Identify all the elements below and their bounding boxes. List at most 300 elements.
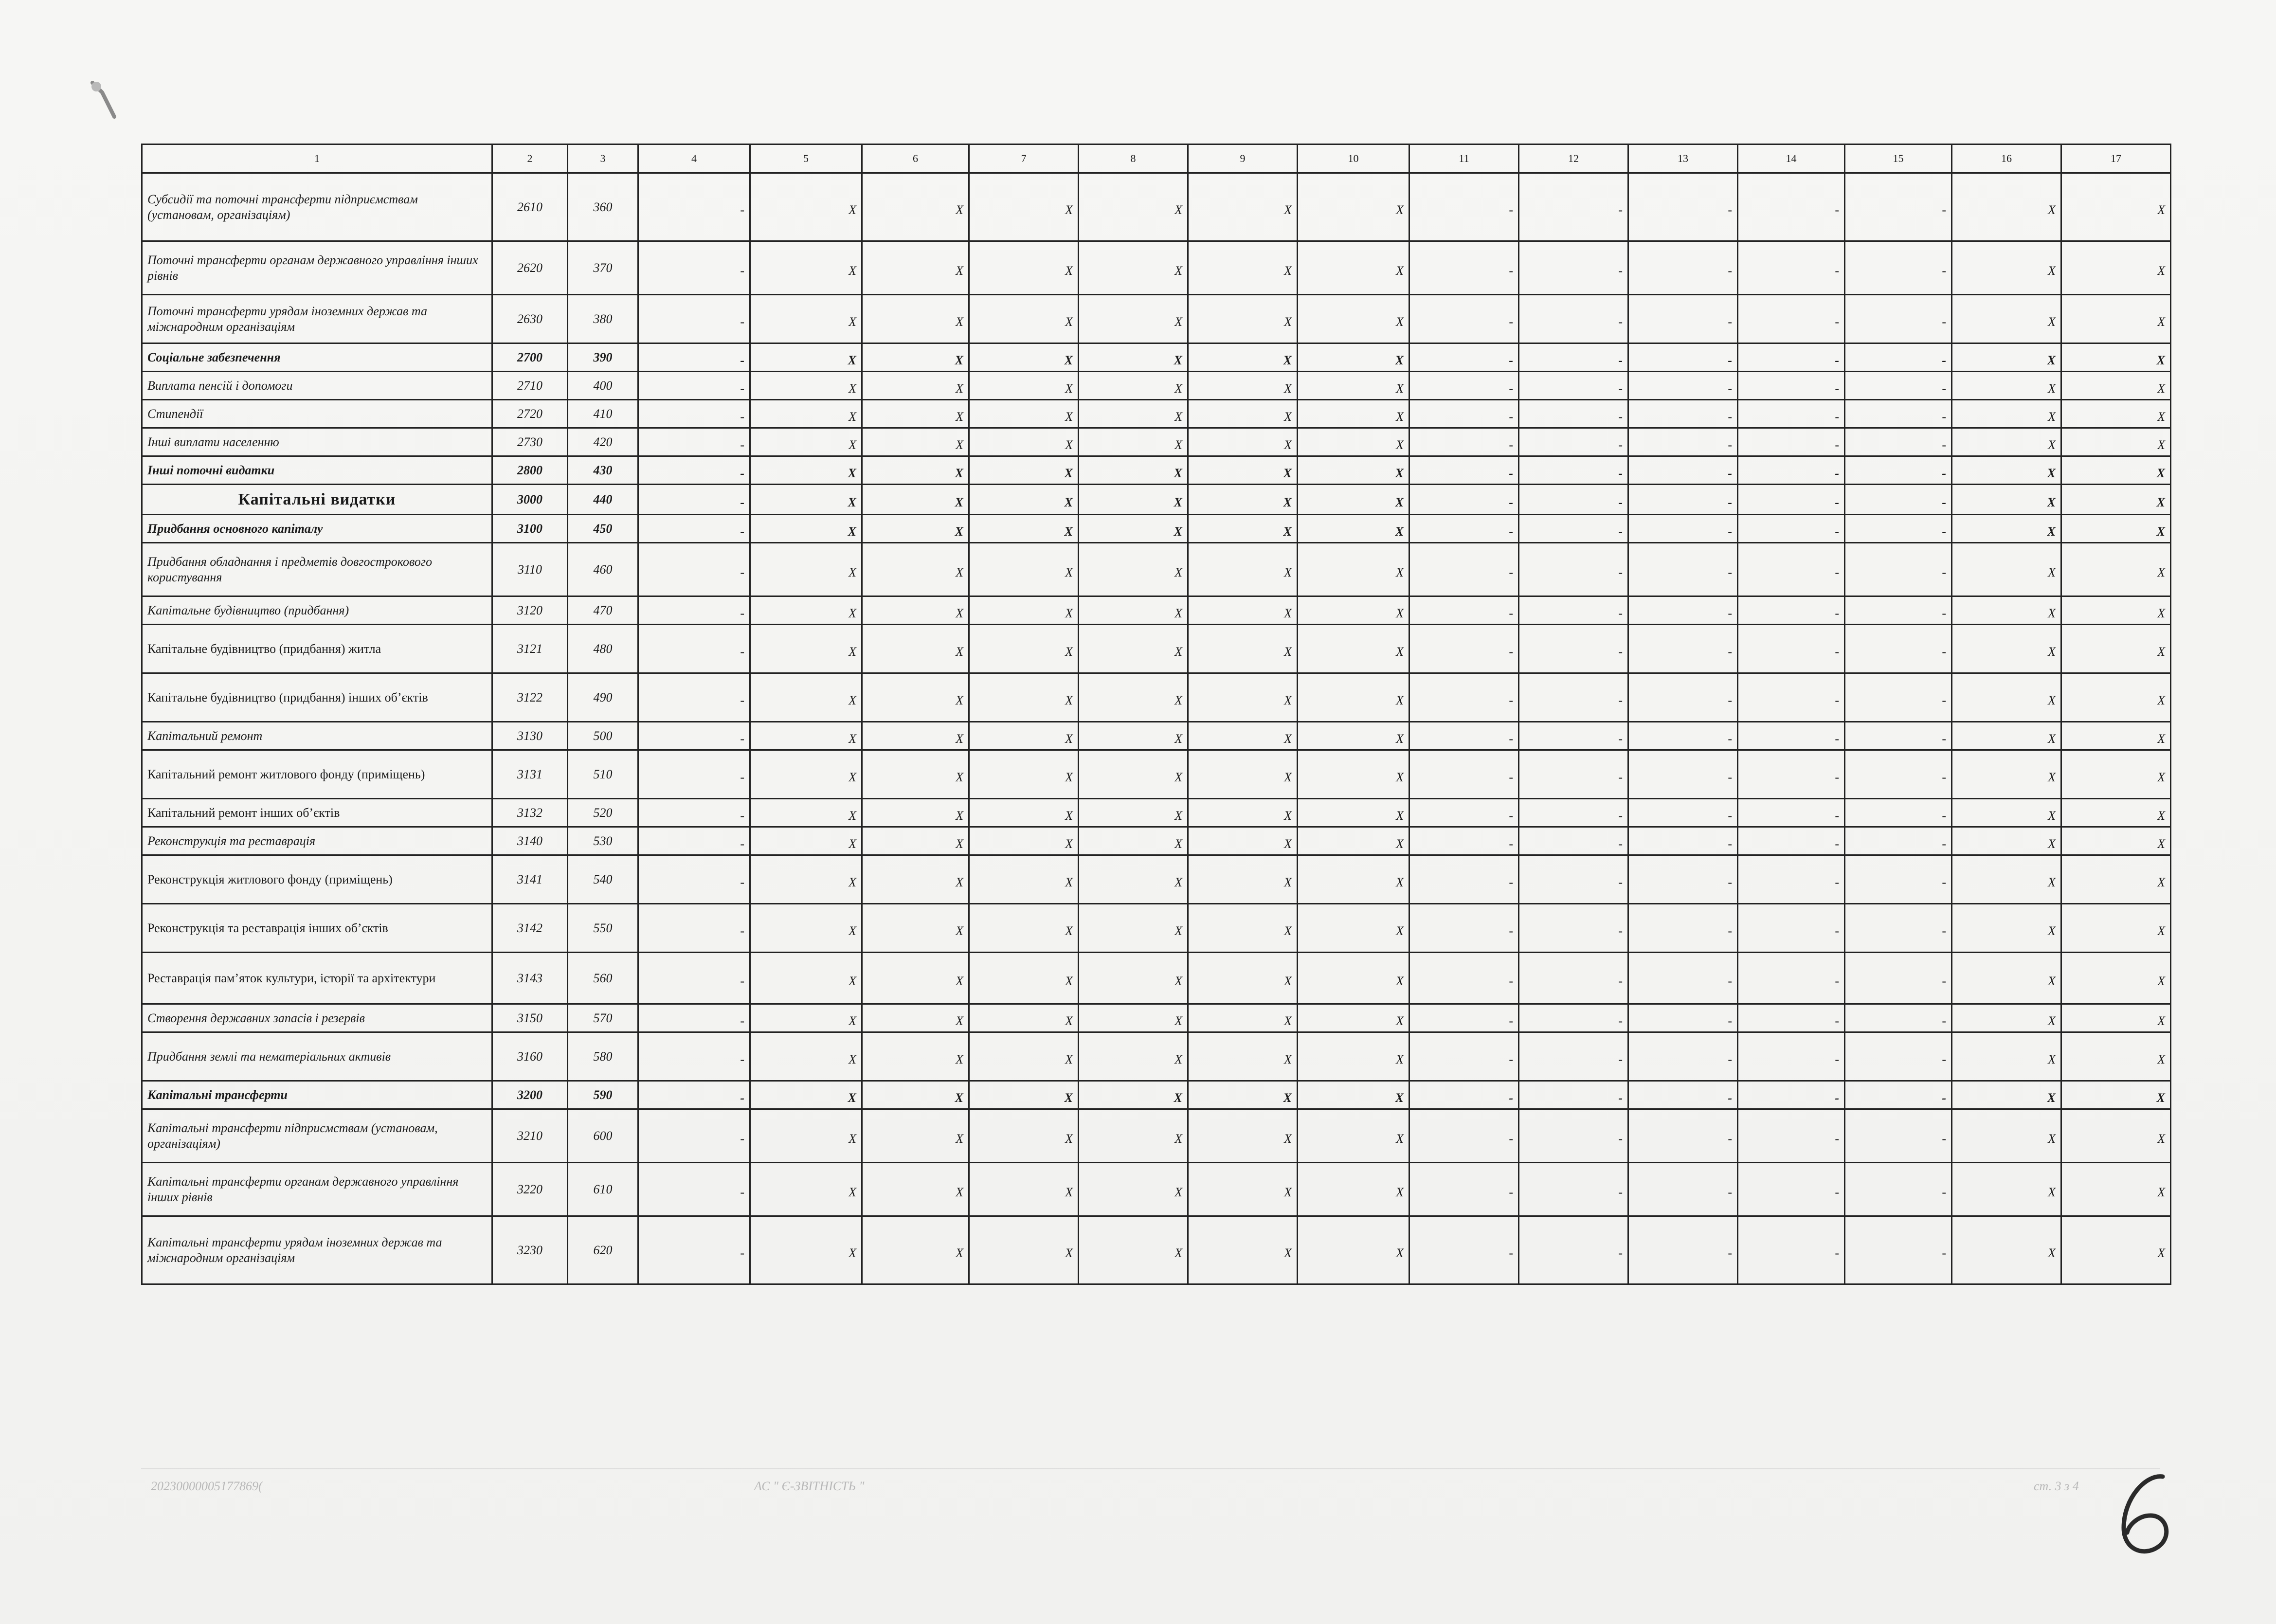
cell-value: - (1942, 314, 1946, 329)
cell-col-9 (1188, 1004, 1298, 1032)
cell-col-15 (1845, 1032, 1952, 1081)
cell-col-12 (1519, 673, 1628, 722)
cell-col-15 (1845, 1109, 1952, 1163)
cell-value: X (956, 263, 963, 278)
cell-col-15 (1845, 596, 1952, 625)
cell-col-14 (1738, 855, 1845, 904)
cell-col-17 (2061, 722, 2171, 750)
cell-col-12 (1519, 543, 1628, 596)
cell-value: - (1509, 606, 1513, 620)
footer-page-number: ст. 3 з 4 (2034, 1479, 2079, 1493)
cell-col-17 (2061, 855, 2171, 904)
cell-value: X (1065, 731, 1073, 746)
kekv-code: 3132 (492, 799, 568, 827)
cell-col-7 (969, 799, 1079, 827)
row-name: Капітальні трансферти (142, 1081, 492, 1109)
cell-value: X (2048, 731, 2056, 746)
cell-value: X (2048, 808, 2056, 823)
cell-value: - (740, 606, 744, 620)
kekv-code: 2800 (492, 456, 568, 485)
cell-col-7 (969, 400, 1079, 428)
table-row (142, 855, 2171, 904)
cell-value: - (1618, 466, 1623, 480)
cell-value: X (1174, 314, 1182, 329)
kekv-code: 2630 (492, 295, 568, 343)
cell-value: - (1942, 524, 1946, 539)
cell-value: X (2157, 202, 2165, 217)
cell-col-15 (1845, 515, 1952, 543)
cell-col-14 (1738, 1216, 1845, 1284)
cell-value: X (2156, 466, 2165, 480)
cell-col-10 (1298, 596, 1409, 625)
table-row (142, 456, 2171, 485)
cell-col-12 (1519, 722, 1628, 750)
cell-value: - (1942, 1245, 1946, 1260)
cell-col-13 (1628, 953, 1738, 1004)
cell-col-10 (1298, 343, 1409, 372)
cell-value: X (849, 1052, 856, 1066)
cell-value: - (1728, 1185, 1732, 1199)
cell-col-5 (750, 855, 862, 904)
cell-value: X (848, 1090, 856, 1105)
cell-value: X (2157, 1245, 2165, 1260)
cell-col-8 (1079, 400, 1188, 428)
cell-col-14 (1738, 722, 1845, 750)
cell-col-11 (1409, 799, 1519, 827)
cell-col-9 (1188, 456, 1298, 485)
cell-value: - (1835, 1013, 1839, 1028)
row-name: Поточні трансферти органам державного управління інших рівнів (142, 241, 492, 295)
cell-value: X (848, 524, 856, 539)
cell-value: - (1509, 974, 1513, 988)
cell-col-15 (1845, 953, 1952, 1004)
cell-value: - (1942, 409, 1946, 424)
table-row (142, 295, 2171, 343)
cell-col-6 (862, 295, 969, 343)
cell-col-16 (1952, 1081, 2061, 1109)
cell-col-16 (1952, 372, 2061, 400)
cell-col-4 (638, 953, 750, 1004)
cell-col-5 (750, 722, 862, 750)
cell-value: X (2048, 644, 2056, 659)
row-name: Придбання землі та нематеріальних активів (142, 1032, 492, 1081)
cell-value: X (1065, 263, 1073, 278)
cell-col-9 (1188, 1109, 1298, 1163)
cell-value: X (1174, 644, 1182, 659)
cell-value: X (1396, 606, 1404, 620)
cell-value: - (1728, 606, 1732, 620)
cell-col-11 (1409, 904, 1519, 953)
cell-value: - (1618, 565, 1623, 579)
cell-col-8 (1079, 827, 1188, 855)
cell-col-13 (1628, 372, 1738, 400)
table-row (142, 722, 2171, 750)
cell-value: X (956, 1245, 963, 1260)
cell-col-17 (2061, 485, 2171, 515)
kekv-code: 3141 (492, 855, 568, 904)
cell-col-13 (1628, 673, 1738, 722)
cell-value: - (1728, 770, 1732, 784)
cell-col-4 (638, 343, 750, 372)
cell-value: X (849, 644, 856, 659)
table-row (142, 827, 2171, 855)
cell-value: - (1618, 1185, 1623, 1199)
cell-value: - (1942, 1013, 1946, 1028)
cell-col-13 (1628, 343, 1738, 372)
cell-value: X (1065, 606, 1073, 620)
cell-col-12 (1519, 1032, 1628, 1081)
cell-value: X (2048, 1013, 2056, 1028)
cell-col-13 (1628, 827, 1738, 855)
row-name: Субсидії та поточні трансферти підприємствам (установам, організаціям) (142, 173, 492, 241)
cell-value: X (956, 731, 963, 746)
cell-col-14 (1738, 485, 1845, 515)
cell-value: X (956, 437, 963, 452)
table-row (142, 515, 2171, 543)
cell-col-11 (1409, 596, 1519, 625)
kekv-code: 2720 (492, 400, 568, 428)
cell-value: X (849, 437, 856, 452)
row-code: 590 (568, 1081, 638, 1109)
cell-value: - (1728, 808, 1732, 823)
cell-value: - (1509, 1090, 1513, 1105)
cell-col-6 (862, 372, 969, 400)
cell-col-9 (1188, 673, 1298, 722)
cell-col-6 (862, 855, 969, 904)
cell-value: X (1065, 770, 1073, 784)
cell-value: X (1174, 202, 1182, 217)
cell-col-16 (1952, 343, 2061, 372)
cell-col-16 (1952, 625, 2061, 673)
row-code: 470 (568, 596, 638, 625)
cell-value: X (2157, 731, 2165, 746)
cell-col-15 (1845, 855, 1952, 904)
cell-col-17 (2061, 1004, 2171, 1032)
cell-value: X (1284, 974, 1292, 988)
cell-value: - (1618, 353, 1623, 367)
cell-col-17 (2061, 953, 2171, 1004)
cell-value: X (956, 974, 963, 988)
cell-col-8 (1079, 596, 1188, 625)
cell-value: - (1618, 875, 1623, 889)
cell-value: X (1396, 731, 1404, 746)
table-row (142, 1081, 2171, 1109)
row-code: 540 (568, 855, 638, 904)
cell-col-5 (750, 596, 862, 625)
cell-value: X (1064, 466, 1073, 480)
cell-value: - (1942, 974, 1946, 988)
cell-col-6 (862, 515, 969, 543)
kekv-code: 3230 (492, 1216, 568, 1284)
cell-value: - (1835, 875, 1839, 889)
cell-col-16 (1952, 173, 2061, 241)
cell-col-8 (1079, 625, 1188, 673)
cell-col-7 (969, 596, 1079, 625)
cell-value: - (1835, 808, 1839, 823)
cell-value: - (740, 565, 744, 579)
cell-col-10 (1298, 543, 1409, 596)
cell-col-12 (1519, 750, 1628, 799)
cell-value: X (849, 263, 856, 278)
cell-value: - (1728, 495, 1732, 509)
cell-value: X (849, 974, 856, 988)
row-code: 610 (568, 1163, 638, 1216)
kekv-code: 3143 (492, 953, 568, 1004)
cell-col-6 (862, 827, 969, 855)
cell-col-12 (1519, 456, 1628, 485)
cell-col-5 (750, 456, 862, 485)
cell-col-12 (1519, 596, 1628, 625)
cell-col-10 (1298, 673, 1409, 722)
cell-value: - (1942, 1052, 1946, 1066)
table-row (142, 1163, 2171, 1216)
cell-value: X (849, 381, 856, 396)
cell-value: - (1728, 1052, 1732, 1066)
cell-value: - (1509, 1245, 1513, 1260)
cell-value: - (1618, 1245, 1623, 1260)
cell-col-13 (1628, 596, 1738, 625)
row-code: 450 (568, 515, 638, 543)
cell-col-9 (1188, 1216, 1298, 1284)
cell-value: - (1509, 202, 1513, 217)
cell-col-15 (1845, 456, 1952, 485)
cell-value: X (1284, 693, 1292, 707)
cell-value: - (1942, 644, 1946, 659)
cell-value: X (1396, 808, 1404, 823)
cell-value: - (1618, 524, 1623, 539)
cell-value: X (956, 644, 963, 659)
cell-col-4 (638, 722, 750, 750)
cell-col-15 (1845, 827, 1952, 855)
cell-value: - (1509, 353, 1513, 367)
cell-col-14 (1738, 543, 1845, 596)
row-name: Інші виплати населенню (142, 428, 492, 456)
cell-value: - (1942, 1090, 1946, 1105)
cell-col-15 (1845, 428, 1952, 456)
cell-col-15 (1845, 722, 1952, 750)
cell-value: X (1396, 1052, 1404, 1066)
cell-col-8 (1079, 1163, 1188, 1216)
cell-value: - (1618, 409, 1623, 424)
cell-col-14 (1738, 295, 1845, 343)
cell-col-12 (1519, 295, 1628, 343)
cell-col-17 (2061, 456, 2171, 485)
cell-value: X (2048, 1052, 2056, 1066)
cell-col-8 (1079, 241, 1188, 295)
cell-value: - (1728, 1131, 1732, 1146)
cell-col-6 (862, 1032, 969, 1081)
cell-value: - (1509, 495, 1513, 509)
cell-col-13 (1628, 722, 1738, 750)
row-code: 500 (568, 722, 638, 750)
cell-value: X (1064, 1090, 1073, 1105)
table-row (142, 343, 2171, 372)
cell-col-13 (1628, 543, 1738, 596)
cell-value: X (849, 202, 856, 217)
cell-col-5 (750, 543, 862, 596)
cell-value: - (1618, 693, 1623, 707)
cell-col-13 (1628, 173, 1738, 241)
cell-col-4 (638, 1109, 750, 1163)
cell-value: X (1284, 923, 1292, 938)
cell-col-12 (1519, 1004, 1628, 1032)
cell-col-5 (750, 485, 862, 515)
cell-col-14 (1738, 1032, 1845, 1081)
row-code: 380 (568, 295, 638, 343)
cell-value: - (1835, 1052, 1839, 1066)
cell-col-10 (1298, 1004, 1409, 1032)
cell-value: - (1942, 731, 1946, 746)
cell-col-16 (1952, 1216, 2061, 1284)
cell-value: X (956, 770, 963, 784)
cell-value: X (1174, 974, 1182, 988)
cell-col-11 (1409, 428, 1519, 456)
cell-col-4 (638, 173, 750, 241)
cell-col-11 (1409, 295, 1519, 343)
cell-col-7 (969, 241, 1079, 295)
table-row (142, 485, 2171, 515)
cell-value: X (2048, 1131, 2056, 1146)
cell-col-16 (1952, 400, 2061, 428)
cell-col-4 (638, 456, 750, 485)
cell-value: X (1174, 381, 1182, 396)
cell-value: X (955, 466, 963, 480)
cell-value: - (740, 770, 744, 784)
cell-col-8 (1079, 1081, 1188, 1109)
cell-col-13 (1628, 485, 1738, 515)
cell-col-11 (1409, 456, 1519, 485)
cell-value: X (1395, 524, 1404, 539)
cell-col-17 (2061, 625, 2171, 673)
cell-col-8 (1079, 428, 1188, 456)
kekv-code: 2610 (492, 173, 568, 241)
cell-col-14 (1738, 515, 1845, 543)
cell-col-5 (750, 799, 862, 827)
cell-col-13 (1628, 241, 1738, 295)
cell-col-6 (862, 456, 969, 485)
cell-col-7 (969, 855, 1079, 904)
cell-col-7 (969, 295, 1079, 343)
cell-col-11 (1409, 400, 1519, 428)
cell-value: X (956, 314, 963, 329)
cell-value: X (1284, 836, 1292, 851)
cell-value: X (849, 808, 856, 823)
cell-value: X (1284, 314, 1292, 329)
cell-value: X (2048, 770, 2056, 784)
column-number-15: 15 (1845, 144, 1952, 173)
cell-col-4 (638, 1216, 750, 1284)
kekv-code: 2730 (492, 428, 568, 456)
column-number-6: 6 (862, 144, 969, 173)
cell-value: - (1835, 836, 1839, 851)
cell-value: X (2157, 974, 2165, 988)
cell-col-6 (862, 799, 969, 827)
cell-value: X (1065, 923, 1073, 938)
cell-col-17 (2061, 241, 2171, 295)
cell-value: X (1174, 875, 1182, 889)
cell-value: X (2047, 524, 2056, 539)
cell-col-17 (2061, 543, 2171, 596)
cell-col-7 (969, 1032, 1079, 1081)
cell-value: X (2157, 314, 2165, 329)
cell-col-6 (862, 1109, 969, 1163)
table-row (142, 673, 2171, 722)
cell-col-8 (1079, 456, 1188, 485)
cell-col-5 (750, 625, 862, 673)
cell-col-11 (1409, 1081, 1519, 1109)
cell-col-4 (638, 295, 750, 343)
cell-value: - (1835, 353, 1839, 367)
cell-value: - (1618, 1131, 1623, 1146)
cell-col-17 (2061, 1109, 2171, 1163)
cell-col-16 (1952, 750, 2061, 799)
cell-value: - (740, 1185, 744, 1199)
cell-col-14 (1738, 904, 1845, 953)
cell-col-9 (1188, 543, 1298, 596)
cell-value: X (956, 836, 963, 851)
cell-value: X (956, 923, 963, 938)
cell-col-8 (1079, 343, 1188, 372)
cell-col-15 (1845, 485, 1952, 515)
cell-col-12 (1519, 400, 1628, 428)
cell-value: X (1284, 1131, 1292, 1146)
cell-value: X (2047, 353, 2056, 367)
cell-col-5 (750, 400, 862, 428)
row-code: 580 (568, 1032, 638, 1081)
cell-value: - (1835, 731, 1839, 746)
cell-col-7 (969, 722, 1079, 750)
cell-col-14 (1738, 343, 1845, 372)
cell-col-5 (750, 241, 862, 295)
cell-value: - (740, 495, 744, 509)
cell-value: X (1396, 202, 1404, 217)
cell-col-9 (1188, 1081, 1298, 1109)
cell-col-4 (638, 827, 750, 855)
cell-col-7 (969, 904, 1079, 953)
table-row (142, 625, 2171, 673)
cell-col-10 (1298, 173, 1409, 241)
cell-value: X (1283, 353, 1292, 367)
footer-rule (141, 1468, 2160, 1469)
cell-value: X (849, 1013, 856, 1028)
cell-col-11 (1409, 485, 1519, 515)
cell-col-11 (1409, 343, 1519, 372)
cell-value: X (1284, 202, 1292, 217)
cell-col-17 (2061, 515, 2171, 543)
cell-col-13 (1628, 750, 1738, 799)
cell-value: - (1942, 1185, 1946, 1199)
cell-col-15 (1845, 904, 1952, 953)
cell-value: X (1284, 770, 1292, 784)
cell-col-10 (1298, 953, 1409, 1004)
cell-value: - (1509, 923, 1513, 938)
cell-col-8 (1079, 372, 1188, 400)
cell-col-13 (1628, 1081, 1738, 1109)
kekv-code: 2710 (492, 372, 568, 400)
cell-value: X (1396, 770, 1404, 784)
cell-value: X (956, 606, 963, 620)
cell-col-9 (1188, 750, 1298, 799)
cell-value: - (1509, 693, 1513, 707)
expenditure-table (141, 144, 2171, 1285)
cell-col-12 (1519, 1081, 1628, 1109)
cell-value: - (1728, 263, 1732, 278)
cell-col-5 (750, 1081, 862, 1109)
cell-value: X (2047, 1090, 2056, 1105)
cell-value: X (2048, 693, 2056, 707)
cell-value: X (956, 1131, 963, 1146)
cell-col-9 (1188, 295, 1298, 343)
